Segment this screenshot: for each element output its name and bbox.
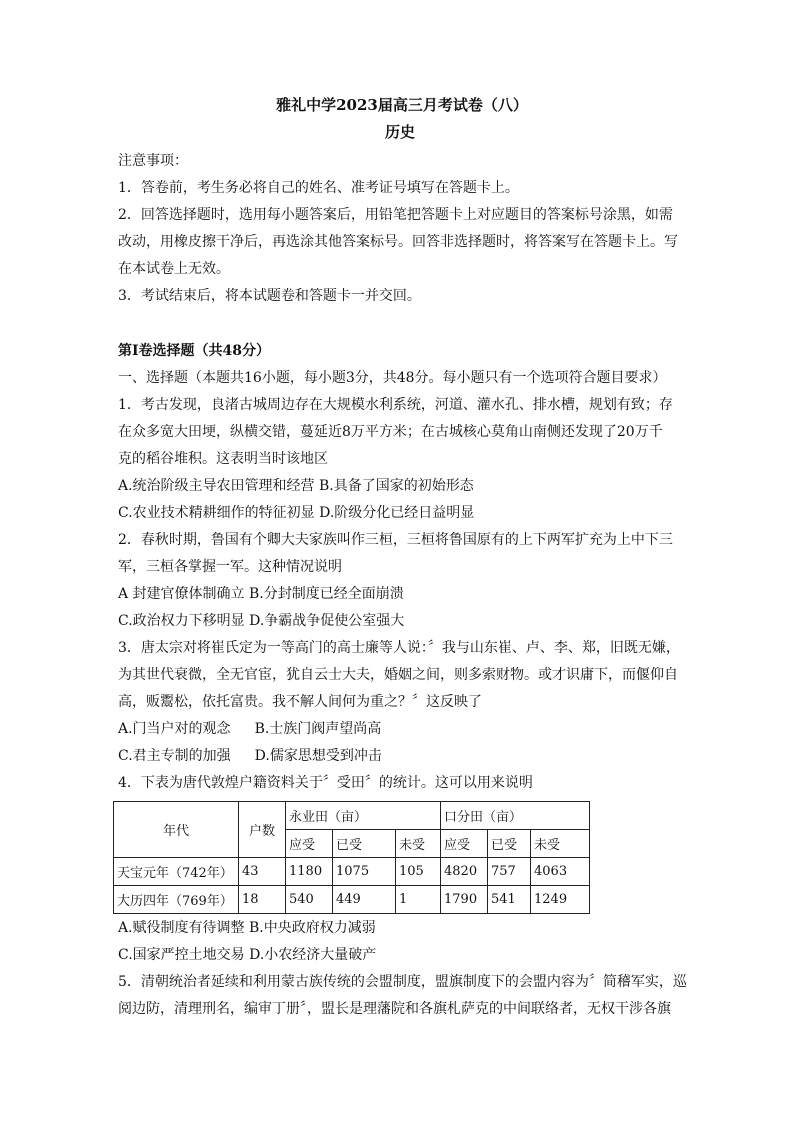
question-4-stem: 4．下表为唐代敦煌户籍资料关于〞受田〞的统计。这可以用来说明 bbox=[118, 775, 533, 791]
question-3-line: 高，贩鬻松，依托富贵。我不解人间何为重之？〞这反映了 bbox=[118, 694, 482, 710]
question-3-line: 为其世代衰微，全无官宦，犹自云士大夫，婚姻之间，则多索财物。或才识庸下，而偃仰自 bbox=[118, 667, 678, 683]
question-1-options-ab: A.统治阶级主导农田管理和经营 B.具备了国家的初始形态 bbox=[118, 478, 474, 494]
table-subheader: 已受 bbox=[488, 830, 531, 858]
table-subheader: 应受 bbox=[441, 830, 488, 858]
table-cell: 大历四年（769年） bbox=[114, 886, 239, 914]
question-1-line: 克的稻谷堆积。这表明当时该地区 bbox=[118, 451, 328, 467]
table-row bbox=[114, 886, 590, 914]
table-cell: 1075 bbox=[333, 858, 396, 886]
question-2-line: 军，三桓各掌握一军。这种情况说明 bbox=[118, 559, 342, 575]
table-subheader: 应受 bbox=[286, 830, 333, 858]
question-1-options-cd: C.农业技术精耕细作的特征初显 D.阶级分化已经日益明显 bbox=[118, 505, 475, 521]
table-cell: 1249 bbox=[531, 886, 590, 914]
section-intro: 一、选择题（本题共16小题，每小题3分，共48分。每小题只有一个选项符合题目要求） bbox=[118, 370, 667, 386]
table-cell: 4820 bbox=[441, 858, 488, 886]
table-subheader: 未受 bbox=[396, 830, 441, 858]
section-heading: 第Ⅰ卷选择题（共48分） bbox=[118, 343, 271, 359]
question-3-option-b: B.士族门阀声望尚高 bbox=[254, 721, 382, 737]
table-cell: 1180 bbox=[286, 858, 333, 886]
question-5-line: 阅边防，清理刑名，编审丁册〞，盟长是理藩院和各旗札萨克的中间联络者，无权干涉各旗 bbox=[118, 1001, 671, 1017]
table-header-households: 户数 bbox=[239, 802, 286, 858]
notice-item: 在本试卷上无效。 bbox=[118, 261, 230, 277]
table-header-yongye: 永业田（亩） bbox=[286, 802, 441, 830]
table-header-row bbox=[114, 802, 590, 830]
table-cell: 天宝元年（742年） bbox=[114, 858, 239, 886]
subject-title: 历史 bbox=[384, 123, 415, 141]
land-allocation-table bbox=[113, 801, 590, 914]
notice-item: 3．考试结束后，将本试题卷和答题卡一并交回。 bbox=[118, 288, 421, 304]
question-3-line: 3．唐太宗对将崔氏定为一等高门的高士廉等人说：〞我与山东崔、卢、李、郑，旧既无嫌， bbox=[118, 640, 680, 656]
notice-heading: 注意事项： bbox=[118, 153, 188, 169]
question-5-line: 5．清朝统治者延续和利用蒙古族传统的会盟制度，盟旗制度下的会盟内容为〞简稽军实，巡 bbox=[118, 974, 687, 990]
question-3-options-ab bbox=[118, 719, 688, 739]
question-3-option-a: A.门当户对的观念 bbox=[118, 721, 231, 737]
exam-title: 雅礼中学2023届高三月考试卷（八） bbox=[276, 96, 528, 114]
notice-item: 1．答卷前，考生务必将自己的姓名、准考证号填写在答题卡上。 bbox=[118, 180, 519, 196]
table-cell: 541 bbox=[488, 886, 531, 914]
table-cell: 4063 bbox=[531, 858, 590, 886]
question-1-line: 1．考古发现，良渚古城周边存在大规模水利系统，河道、灌水孔、排水槽，规划有致；存 bbox=[118, 397, 673, 413]
question-3-option-c: C.君主专制的加强 bbox=[118, 748, 231, 764]
question-3-options-cd bbox=[118, 746, 688, 766]
table-cell: 18 bbox=[239, 886, 286, 914]
table-header-koufen: 口分田（亩） bbox=[441, 802, 590, 830]
notice-item: 改动，用橡皮擦干净后，再选涂其他答案标号。回答非选择题时，将答案写在答题卡上。写 bbox=[118, 234, 678, 250]
table-cell: 540 bbox=[286, 886, 333, 914]
table-cell: 449 bbox=[333, 886, 396, 914]
notice-item: 2．回答选择题时，选用每小题答案后，用铅笔把答题卡上对应题目的答案标号涂黑，如需 bbox=[118, 207, 673, 223]
table-cell: 1790 bbox=[441, 886, 488, 914]
question-2-line: 2．春秋时期，鲁国有个卿大夫家族叫作三桓，三桓将鲁国原有的上下两军扩充为上中下三 bbox=[118, 532, 673, 548]
question-4-options-cd: C.国家严控土地交易 D.小农经济大量破产 bbox=[118, 947, 377, 963]
question-2-options-cd: C.政治权力下移明显 D.争霸战争促使公室强大 bbox=[118, 613, 405, 629]
question-1-line: 在众多宽大田埂，纵横交错，蔓延近8万平方米；在古城核心莫角山南侧还发现了20万千 bbox=[118, 424, 663, 440]
table-cell: 43 bbox=[239, 858, 286, 886]
table-subheader: 已受 bbox=[333, 830, 396, 858]
table-row bbox=[114, 858, 590, 886]
table-subheader: 未受 bbox=[531, 830, 590, 858]
question-3-option-d: D.儒家思想受到冲击 bbox=[254, 748, 382, 764]
table-cell: 1 bbox=[396, 886, 441, 914]
table-header-year: 年代 bbox=[114, 802, 239, 858]
table-cell: 105 bbox=[396, 858, 441, 886]
table-cell: 757 bbox=[488, 858, 531, 886]
question-4-options-ab: A.赋役制度有待调整 B.中央政府权力减弱 bbox=[118, 920, 376, 936]
question-2-options-ab: A 封建官僚体制确立 B.分封制度已经全面崩溃 bbox=[118, 586, 404, 602]
